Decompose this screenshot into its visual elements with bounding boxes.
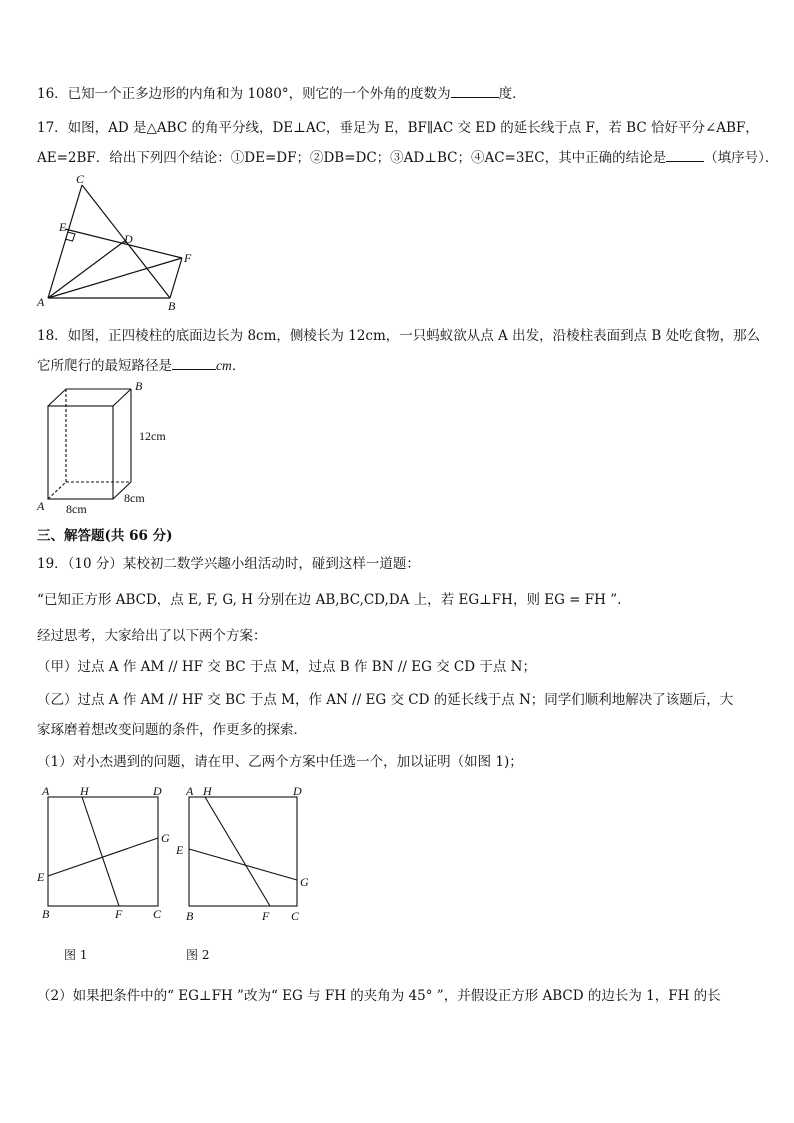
label-B: B <box>168 299 176 313</box>
question-17-line1: 17．如图，AD 是△ABC 的角平分线，DE⊥AC，垂足为 E，BF∥AC 交 ED 的延长线于点 F，若 BC 恰好平分∠ABF， <box>37 120 759 136</box>
figure-1-caption: 图 1 <box>64 948 88 962</box>
fig2-label-F: F <box>262 909 270 923</box>
prism-width-label: 8cm <box>66 502 87 516</box>
fig1-label-G: G <box>161 831 170 845</box>
fig1-label-D: D <box>153 784 162 798</box>
question-19-line3: 经过思考，大家给出了以下两个方案： <box>37 628 267 644</box>
question-19-line1: 19．（10 分）某校初二数学兴趣小组活动时，碰到这样一道题： <box>37 556 420 572</box>
fig2-label-G: G <box>300 875 309 889</box>
fig2-label-H: H <box>203 784 212 798</box>
prism-depth-label: 8cm <box>124 491 145 505</box>
fig1-label-E: E <box>37 870 45 884</box>
question-19-line2: “已知正方形 ABCD，点 E, F, G, H 分别在边 AB,BC,CD,DA 上，若 EG⊥FH，则 EG = FH ”. <box>37 592 622 608</box>
prism-label-B: B <box>135 379 143 393</box>
q16-text: 16．已知一个正多边形的内角和为 1080°，则它的一个外角的度数为 <box>37 86 451 102</box>
q17-text-end: （填序号）． <box>704 150 779 166</box>
fig2-label-C: C <box>291 909 300 923</box>
fig2-label-B: B <box>186 909 194 923</box>
label-E: E <box>59 220 67 234</box>
prism-height-label: 12cm <box>139 429 166 443</box>
q16-text-end: 度． <box>498 86 526 102</box>
answer-blank <box>172 357 216 370</box>
fig2-label-A: A <box>186 784 194 798</box>
question-19-line4: （甲）过点 A 作 AM // HF 交 BC 于点 M，过点 B 作 BN // EG 交 CD 于点 N； <box>37 659 536 675</box>
label-A: A <box>37 295 45 309</box>
question-19-line5: （乙）过点 A 作 AM // HF 交 BC 于点 M，作 AN // EG 交 CD 的延长线于点 N；同学们顺利地解决了该题后，大 <box>37 692 734 708</box>
label-F: F <box>184 251 192 265</box>
question-19-line6: 家琢磨着想改变问题的条件，作更多的探索． <box>37 722 307 738</box>
prism-label-A: A <box>37 499 45 513</box>
fig1-label-A: A <box>42 784 50 798</box>
figure-2-caption: 图 2 <box>186 948 210 962</box>
question-19-part2: （2）如果把条件中的“ EG⊥FH ”改为“ EG 与 FH 的夹角为 45° ”，并假设正方形 ABCD 的边长为 1，FH 的长 <box>37 988 721 1004</box>
question-18-line2 <box>37 354 245 374</box>
question-19-part1: （1）对小杰遇到的问题，请在甲、乙两个方案中任选一个，加以证明（如图 1)； <box>37 754 523 770</box>
fig2-label-E: E <box>176 843 184 857</box>
fig1-label-F: F <box>115 907 123 921</box>
fig1-label-B: B <box>42 907 50 921</box>
label-C: C <box>76 172 85 186</box>
fig1-label-H: H <box>80 784 89 798</box>
fig1-label-C: C <box>153 907 162 921</box>
label-D: D <box>124 232 133 246</box>
section-title: 三、解答题(共 66 分) <box>37 528 173 544</box>
q18-text: 它所爬行的最短路径是 <box>37 358 172 374</box>
q18-text-end: cm． <box>216 358 246 373</box>
fig2-label-D: D <box>293 784 302 798</box>
question-18-line1: 18．如图，正四棱柱的底面边长为 8cm，侧棱长为 12cm，一只蚂蚁欲从点 A 出发，沿棱柱表面到点 B 处吃食物，那么 <box>37 328 761 344</box>
q17-text: AE=2BF．给出下列四个结论：①DE=DF；②DB=DC；③AD⊥BC；④AC=3EC，其中正确的结论是 <box>37 150 667 166</box>
